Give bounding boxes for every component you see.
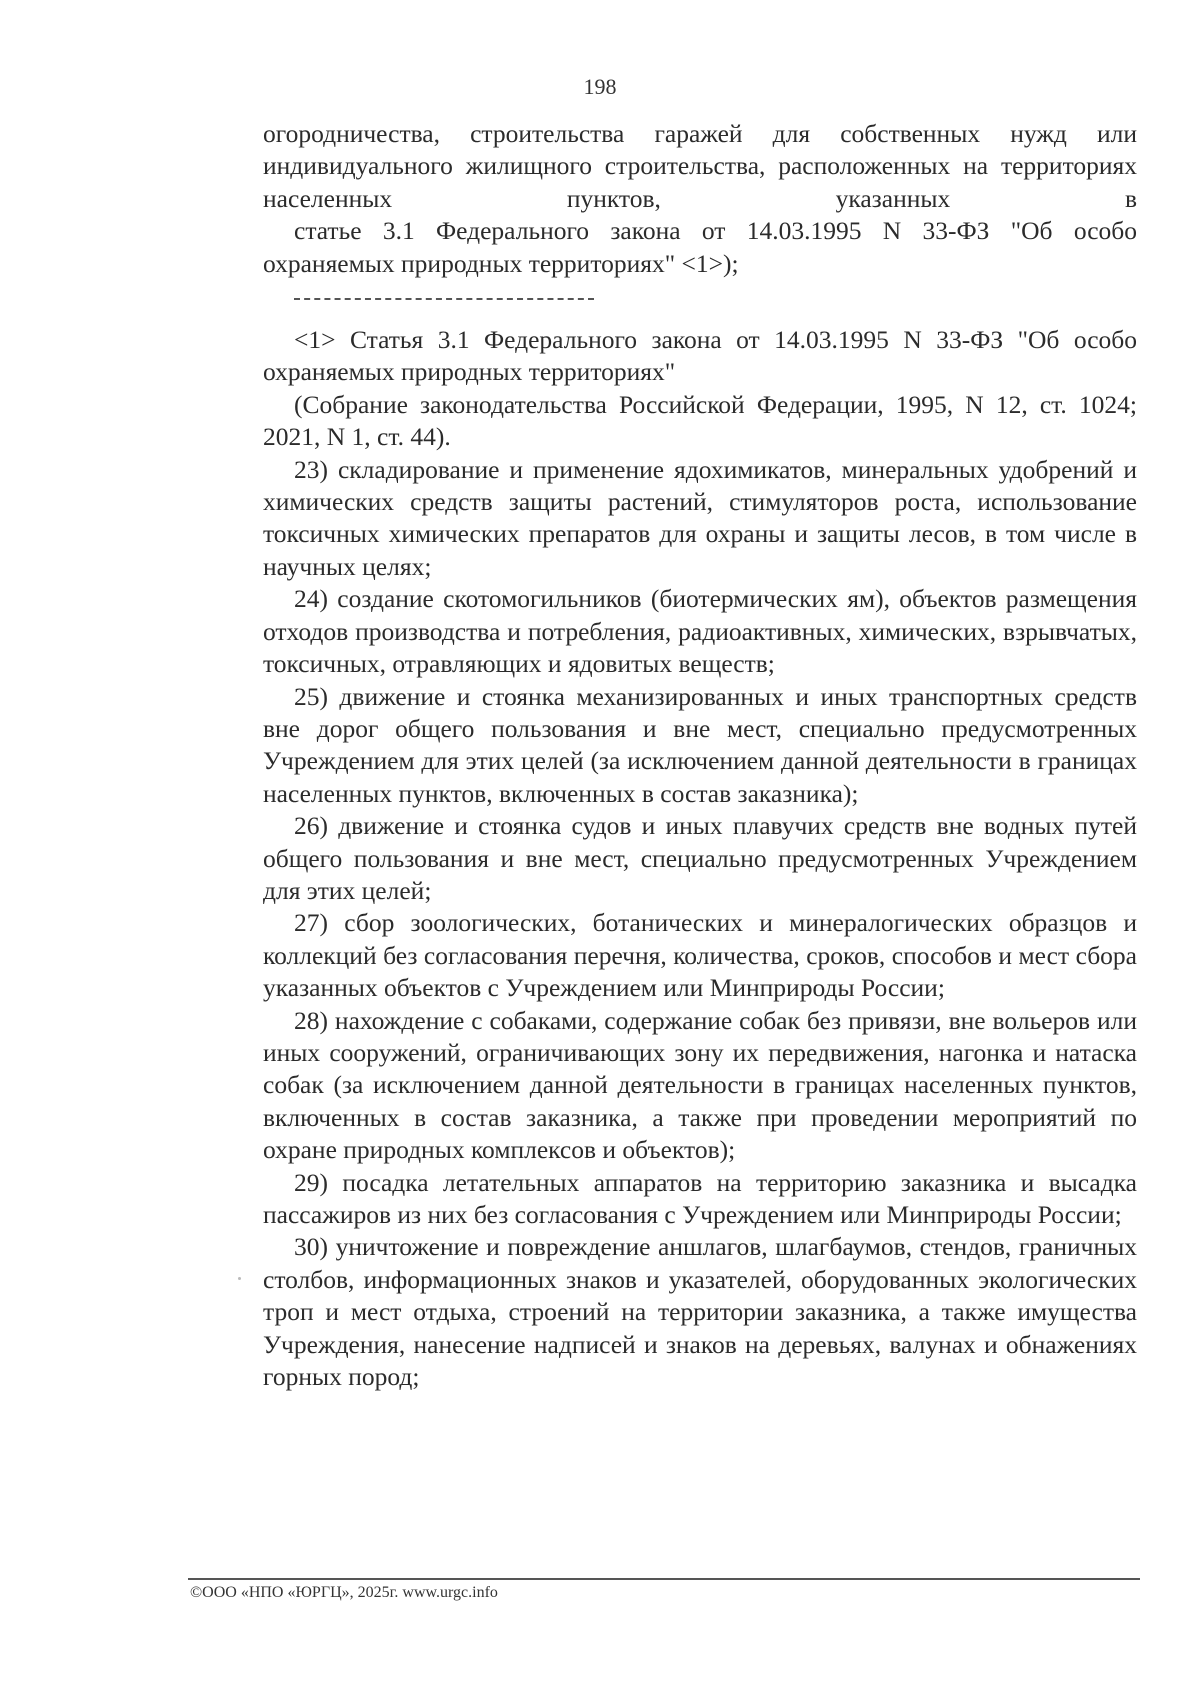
footnote-gap xyxy=(263,306,1137,324)
footer-copyright: ©ООО «НПО «ЮРГЦ», 2025г. www.urgc.info xyxy=(190,1584,498,1601)
page-number: 198 xyxy=(583,74,617,99)
scan-speck xyxy=(238,1277,241,1280)
item-28: 28) нахождение с собаками, содержание собак без привязи, вне вольеров или иных сооружений, ограничивающих зону их передвижения, нагонка и натаска собак (за исключением данной деятельности в границах населенных пунктов, включенных в состав заказника, а также при проведении мероприятий по охране природных комплексов и объектов); xyxy=(263,1005,1137,1165)
item-25: 25) движение и стоянка механизированных и иных транспортных средств вне дорог общего пользования и вне мест, специально предусмотренных Учреждением для этих целей (за исключением данной деятельности в границах населенных пунктов, включенных в состав заказника); xyxy=(263,681,1137,808)
footer-divider xyxy=(188,1578,1140,1580)
item-30: 30) уничтожение и повреждение аншлагов, шлагбаумов, стендов, граничных столбов, информационных знаков и указателей, оборудованных экологических троп и мест отдыха, строений на территории заказника, а также имущества Учреждения, нанесение надписей и знаков на деревьях, валунах и обнажениях горных пород; xyxy=(263,1232,1137,1392)
document-body xyxy=(263,118,1137,1393)
item-29: 29) посадка летательных аппаратов на территорию заказника и высадка пассажиров из них без согласования с Учреждением или Минприроды России; xyxy=(263,1167,1137,1229)
item-23: 23) складирование и применение ядохимикатов, минеральных удобрений и химических средств защиты растений, стимуляторов роста, использование токсичных химических препаратов для охраны и защиты лесов, в том числе в научных целях; xyxy=(263,454,1137,581)
footnote-separator xyxy=(294,280,594,300)
item-26: 26) движение и стоянка судов и иных плавучих средств вне водных путей общего пользования и вне мест, специально предусмотренных Учреждением для этих целей; xyxy=(263,811,1137,905)
footnote-1-source: (Собрание законодательства Российской Федерации, 1995, N 12, ст. 1024; 2021, N 1, ст. 44). xyxy=(263,389,1137,452)
footnote-1: <1> Статья 3.1 Федерального закона от 14.03.1995 N 33-ФЗ "Об особо охраняемых природных территориях" xyxy=(263,325,1137,387)
item-24: 24) создание скотомогильников (биотермических ям), объектов размещения отходов производства и потребления, радиоактивных, химических, взрывчатых, токсичных, отравляющих и ядовитых веществ; xyxy=(263,584,1137,679)
paragraph-continuation: огородничества, строительства гаражей для собственных нужд или индивидуального жилищного строительства, расположенных на территориях населенных пунктов, указанных в xyxy=(263,119,1137,213)
paragraph-statute-reference: статье 3.1 Федерального закона от 14.03.1995 N 33-ФЗ "Об особо охраняемых природных территориях" <1>); xyxy=(263,216,1137,278)
item-27: 27) сбор зоологических, ботанических и минералогических образцов и коллекций без согласования перечня, количества, сроков, способов и мест сбора указанных объектов с Учреждением или Минприроды России; xyxy=(263,908,1137,1003)
